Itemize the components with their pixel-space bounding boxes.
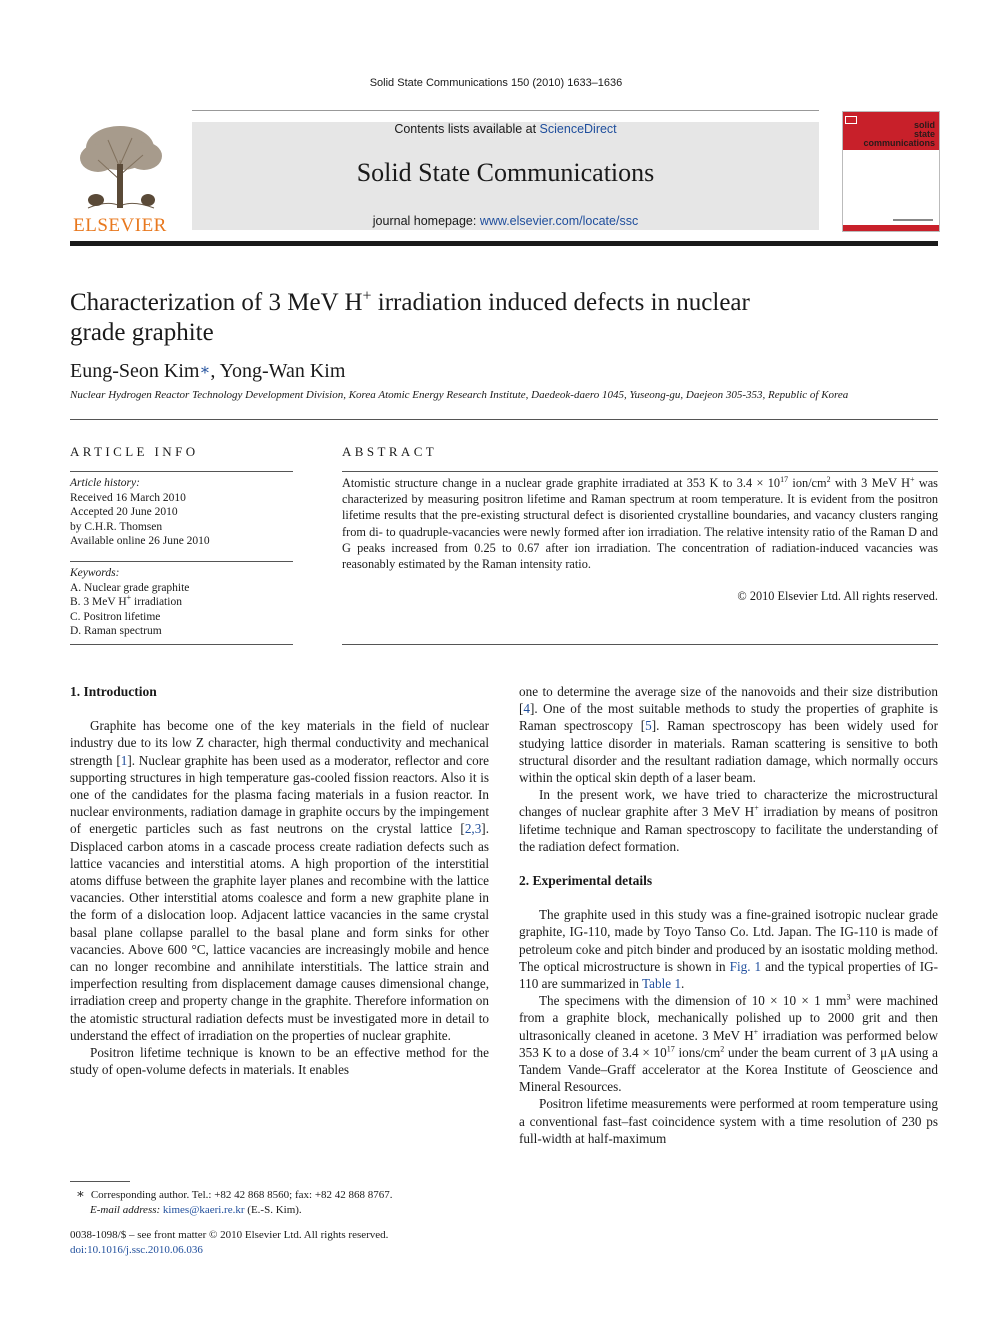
fig-1-link[interactable]: Fig. 1	[729, 958, 762, 974]
keyword-4: D. Raman spectrum	[70, 625, 162, 638]
table-1-link[interactable]: Table 1	[642, 976, 682, 992]
ref-5-link[interactable]: 5	[645, 718, 652, 734]
keyword-3: C. Positron lifetime	[70, 610, 161, 623]
ref-4-link[interactable]: 4	[523, 701, 530, 717]
homepage-prefix: journal homepage:	[372, 214, 480, 228]
experimental-paragraph-2: The specimens with the dimension of 10 × 10 × 1 $mm^3$ were machined from a graphite block, mechanically polished up to 2000 grit and then ultrasonically cleaned in acetone. 3 MeV H+ irradiation was performed below 353 K to a dose of $3.4 \times 10^{17}$ ions/$cm^2$ under the beam current of 3 μA using a Tandem Vande–Graff accelerator at the Korea Institute of Geoscience and Mineral Resources.	[519, 992, 939, 1095]
authors: Eung-Seon Kim∗, Yong-Wan Kim	[70, 360, 346, 382]
experimental-heading: 2. Experimental details	[519, 873, 653, 889]
cover-title-1: solid	[913, 120, 935, 130]
contents-line	[192, 122, 819, 136]
abstract-text: Atomistic structure change in a nuclear grade graphite irradiated at 353 K to $3.4 \times 10^{17}$ ion/$cm^2$ with 3 MeV H+ was characterized by measuring positron lifetime and Raman spectrum at room temperature. It is evident from the positron lifetime results that the pre-existing structural defect is disoriented crystalline boundaries, and vacancy clusters ranging from di- to quadruple-vacancies were newly formed after ion irradiation. The relative intensity ratio of the Raman D and G peaks increased from 0.25 to 0.67 after ion irradiation. The concentration of radiation-induced vacancies was reasonably estimated by the Raman intensity ratio.	[342, 474, 938, 572]
abstract-bottom-rule	[342, 644, 938, 645]
intro-paragraph-2-continued: one to determine the average size of the nanovoids and their size distribution [4]. One of the most suitable methods to study the properties of graphite is Raman spectroscopy [5]. Raman spectroscopy has been widely used for studying lattice disorder in materials. Raman scattering is sensitive to both structural disorder and the resultant radiation damage, which normally occurs within the optical skin depth of a laser beam.	[519, 684, 938, 786]
ref-2-3-link[interactable]: 2,3	[464, 821, 482, 837]
email-link[interactable]: kimes@kaeri.re.kr	[162, 1204, 245, 1216]
cover-title-3: communications	[863, 138, 935, 148]
left-column	[70, 683, 489, 1078]
affiliation: Nuclear Hydrogen Reactor Technology Development Division, Korea Atomic Energy Research Institute, Daedeok-daero 1045, Yuseong-gu, Daejeon 305-353, Republic of Korea	[70, 389, 849, 401]
homepage-line	[192, 214, 819, 228]
issn-line: 0038-1098/$ – see front matter © 2010 Elsevier Ltd. All rights reserved.	[70, 1229, 389, 1241]
abstract-rule	[342, 471, 938, 472]
intro-heading: 1. Introduction	[70, 684, 157, 699]
history-rule	[70, 561, 293, 562]
journal-title: Solid State Communications	[356, 158, 655, 187]
footnote-corresponding: ∗ Corresponding author. Tel.: +82 42 868 8560; fax: +82 42 868 8767. E-mail address: kimes@kaeri.re.kr (E.-S. Kim).	[76, 1186, 393, 1216]
author-1: Eung-Seon Kim	[70, 360, 200, 382]
intro-paragraph-1: Graphite has become one of the key materials in the field of nuclear industry due to its low Z character, high thermal conductivity and mechanical strength [1]. Nuclear graphite has been used as a moderator, reflector and core supporting structures in high temperature gas-cooled fission reactors. Also it is one of the candidates for the plasma facing materials in a fusion reactor. In nuclear environments, radiation damage in graphite occurs by the impingement of energetic particles such as fast neutrons on the crystal lattice [2,3]. Displaced carbon atoms in a cascade process create radiation defects such as lattice vacancies and interstitial atoms. A high proportion of the interstitial atoms diffuse between the graphite layer planes and recombine with the lattice vacancies. Other interstitial atoms coalesce and form a new graphite plane in the form of a dislocation loop. Adjacent lattice vacancies in the same crystal basal plane collapse parallel to the basal plane and form sinks for other vacancies. Above 600 °C, lattice vacancies are increasingly mobile and hence can no longer recombine and annihilate interstitials. The lattice strain and imperfection resulting from displacement damage causes dimensional change, irradiation creep and property change in the graphite. Therefore information on the atomistic structural radiation defects must be investigated more in detail to understand the effect of irradiation on the properties of nuclear graphite.	[70, 718, 489, 1043]
keywords-rule	[70, 644, 293, 645]
header-bottom-rule	[70, 241, 938, 246]
elsevier-wordmark: ELSEVIER	[73, 215, 167, 236]
abstract-heading: ABSTRACT	[342, 444, 438, 459]
ref-1-link[interactable]: 1	[120, 752, 128, 768]
experimental-paragraph-1: The graphite used in this study was a fine-grained isotropic nuclear grade graphite, IG-110, made by Toyo Tanso Co. Ltd. Japan. The IG-110 is made of petroleum coke and pitch binder and produced by an isostatic molding method. The optical microstructure is shown in Fig. 1 and the typical properties of IG-110 are summarized in Table 1.	[519, 907, 939, 992]
keyword-2: B. 3 MeV H+ irradiation	[70, 593, 182, 609]
abstract-copyright: © 2010 Elsevier Ltd. All rights reserved.	[737, 589, 938, 603]
experimental-paragraph-3: Positron lifetime measurements were performed at room temperature using a conventional fast–fast coincidence system with a time resolution of 230 ps full-width at half-maximum	[519, 1096, 938, 1146]
journal-cover-thumbnail	[842, 111, 940, 232]
article-title: Characterization of 3 MeV H+ irradiation induced defects in nuclear grade graphite	[70, 287, 750, 346]
header-top-rule	[192, 110, 819, 111]
right-column	[519, 683, 938, 1147]
intro-paragraph-2: Positron lifetime technique is known to be an effective method for the study of open-volume defects in materials. It enables	[70, 1045, 489, 1078]
elsevier-logo	[68, 120, 172, 236]
intro-paragraph-3: In the present work, we have tried to characterize the microstructural changes of nuclear graphite after 3 MeV H+ irradiation by means of positron lifetime technique and Raman spectroscopy to facilitate the understanding of the radiation defect formation.	[519, 787, 939, 854]
keywords: Keywords: A. Nuclear grade graphite B. 3 MeV H+ irradiation C. Positron lifetime D. Raman spectrum	[70, 567, 190, 638]
contents-prefix: Contents lists available at	[394, 122, 540, 136]
keyword-1: A. Nuclear grade graphite	[70, 581, 190, 594]
journal-banner	[192, 122, 819, 230]
corresponding-mark[interactable]: ∗	[199, 362, 211, 379]
homepage-link[interactable]: www.elsevier.com/locate/ssc	[479, 214, 639, 228]
cover-title-2: state	[913, 129, 935, 139]
affiliation-rule	[70, 419, 938, 420]
elsevier-tree-icon	[68, 120, 172, 212]
footnote-rule	[70, 1181, 130, 1182]
running-head: Solid State Communications 150 (2010) 1633–1636	[369, 77, 623, 89]
doi-link[interactable]: doi:10.1016/j.ssc.2010.06.036	[70, 1244, 203, 1256]
article-info-rule	[70, 471, 293, 472]
author-2: Yong-Wan Kim	[219, 360, 346, 382]
sciencedirect-link[interactable]: ScienceDirect	[539, 122, 617, 136]
article-history: Article history: Received 16 March 2010 Accepted 20 June 2010 by C.H.R. Thomsen Available online 26 June 2010	[70, 477, 210, 548]
article-info-heading: ARTICLE INFO	[70, 444, 199, 459]
